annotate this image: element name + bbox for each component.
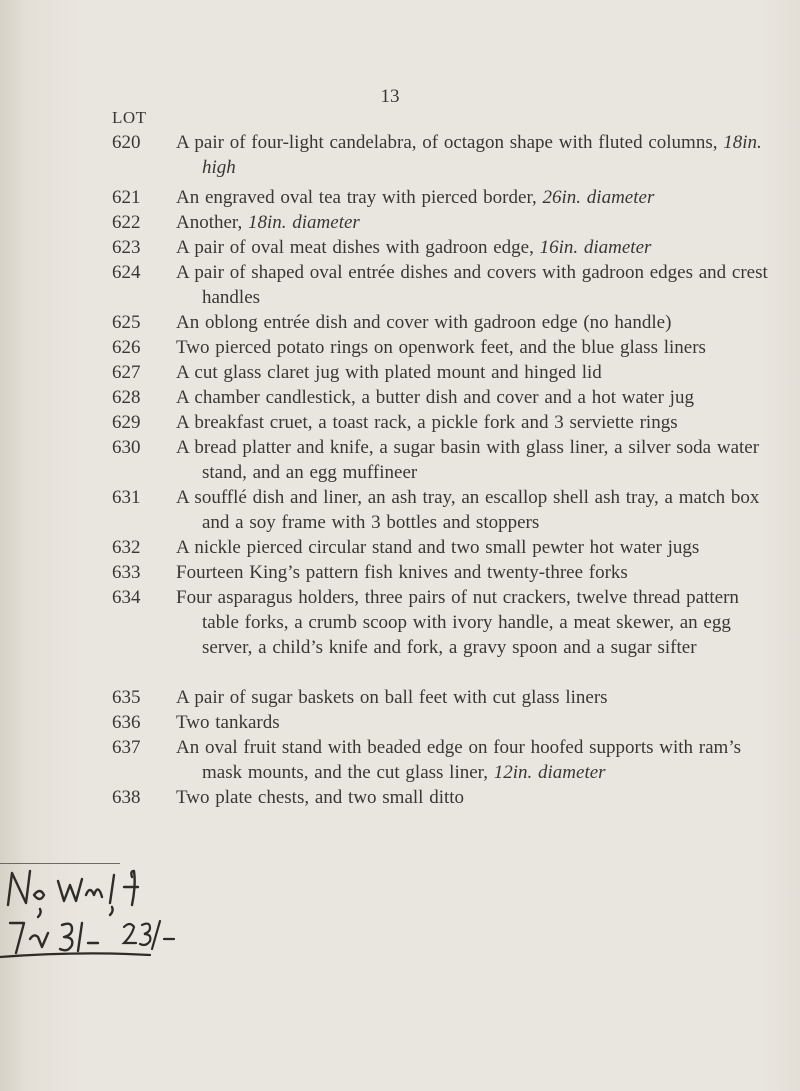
lot-description [176, 385, 772, 410]
lot-description-text: A pair of shaped oval entrée dishes and covers with gadroon edges and crest handles [176, 262, 768, 308]
lot-number: 635 [112, 687, 141, 708]
lot-description-text: A nickle pierced circular stand and two small pewter hot water jugs [176, 537, 700, 558]
lot-description-text: Fourteen King’s pattern fish knives and twenty-three forks [176, 562, 628, 583]
lot-description [176, 335, 772, 360]
lot-dimension: 26in. diameter [542, 187, 655, 208]
lot-entry [112, 360, 772, 385]
lot-description-text: An oblong entrée dish and cover with gadroon edge (no handle) [176, 312, 672, 333]
lot-number: 626 [112, 337, 141, 358]
lot-description [176, 310, 772, 335]
lot-description [176, 185, 772, 210]
handwritten-rule [0, 863, 120, 864]
lot-description-text: Two plate chests, and two small ditto [176, 787, 465, 808]
lot-description [176, 485, 772, 535]
lot-number: 638 [112, 787, 141, 808]
lot-description-text: A pair of oval meat dishes with gadroon edge, [176, 237, 540, 258]
lot-description [176, 410, 772, 435]
lot-description-text: A soufflé dish and liner, an ash tray, an escallop shell ash tray, a match box and a soy frame with 3 bottles and stoppers [176, 487, 760, 533]
lot-entry [112, 560, 772, 585]
lot-entry [112, 210, 772, 235]
lot-number: 636 [112, 712, 141, 733]
lot-number: 628 [112, 387, 141, 408]
lot-entry [112, 385, 772, 410]
lot-description [176, 130, 772, 180]
lot-number: 637 [112, 737, 141, 758]
lot-number: 625 [112, 312, 141, 333]
lot-number: 627 [112, 362, 141, 383]
lot-entry [112, 710, 772, 735]
lot-description [176, 435, 772, 485]
lot-number: 629 [112, 412, 141, 433]
lot-entry [112, 130, 772, 180]
lot-entry [112, 585, 772, 660]
lot-description [176, 785, 772, 810]
lot-number: 631 [112, 487, 141, 508]
lot-entry [112, 485, 772, 535]
lot-description [176, 735, 772, 785]
lot-entry [112, 685, 772, 710]
lot-description-text: A breakfast cruet, a toast rack, a pickle fork and 3 serviette rings [176, 412, 678, 433]
lot-entry [112, 535, 772, 560]
lot-description [176, 360, 772, 385]
lot-column-header: LOT [112, 108, 147, 127]
lot-description-text: An oval fruit stand with beaded edge on four hoofed supports with ram’s mask mounts, and the cut glass liner, [176, 737, 741, 783]
lot-number: 633 [112, 562, 141, 583]
lot-description [176, 685, 772, 710]
lot-entry [112, 785, 772, 810]
lot-dimension: 18in. high [202, 132, 762, 178]
lot-number: 620 [112, 132, 141, 153]
lot-description-text: A pair of four-light candelabra, of octagon shape with fluted columns, [176, 132, 724, 153]
lot-number: 624 [112, 262, 141, 283]
lot-description [176, 535, 772, 560]
handwritten-annotation [0, 865, 190, 960]
lot-description [176, 210, 772, 235]
lot-number: 634 [112, 587, 141, 608]
lot-description [176, 260, 772, 310]
lot-number: 622 [112, 212, 141, 233]
lot-entry [112, 235, 772, 260]
lot-number: 632 [112, 537, 141, 558]
lot-entry [112, 335, 772, 360]
lot-description [176, 560, 772, 585]
lot-entry [112, 310, 772, 335]
lot-dimension: 16in. diameter [539, 237, 652, 258]
lot-description [176, 235, 772, 260]
lot-entry [112, 185, 772, 210]
lot-description-text: Four asparagus holders, three pairs of nut crackers, twelve thread pattern table forks, a crumb scoop with ivory handle, a meat skewer, an egg server, a child’s knife and fork, a gravy spoon and a sugar sifter [176, 587, 739, 658]
lot-description-text: Another, [176, 212, 248, 233]
lot-number: 630 [112, 437, 141, 458]
lot-dimension: 12in. diameter [493, 762, 606, 783]
lot-entry [112, 260, 772, 310]
lot-dimension: 18in. diameter [248, 212, 360, 233]
lot-description-text: Two tankards [176, 712, 280, 733]
lot-entry [112, 735, 772, 785]
lot-description [176, 710, 772, 735]
lot-entry [112, 435, 772, 485]
lot-description [176, 585, 772, 660]
lot-description-text: An engraved oval tea tray with pierced border, [176, 187, 543, 208]
lot-description-text: Two pierced potato rings on openwork feet, and the blue glass liners [176, 337, 706, 358]
lot-number: 621 [112, 187, 141, 208]
lot-entry [112, 410, 772, 435]
handwritten-annotation-image [0, 865, 190, 960]
lot-number: 623 [112, 237, 141, 258]
lot-description-text: A pair of sugar baskets on ball feet with cut glass liners [176, 687, 608, 708]
lot-description-text: A chamber candlestick, a butter dish and cover and a hot water jug [176, 387, 694, 408]
page-number: 13 [380, 86, 400, 107]
lot-description-text: A bread platter and knife, a sugar basin with glass liner, a silver soda water stand, and an egg muffineer [176, 437, 760, 483]
lot-description-text: A cut glass claret jug with plated mount and hinged lid [176, 362, 602, 383]
